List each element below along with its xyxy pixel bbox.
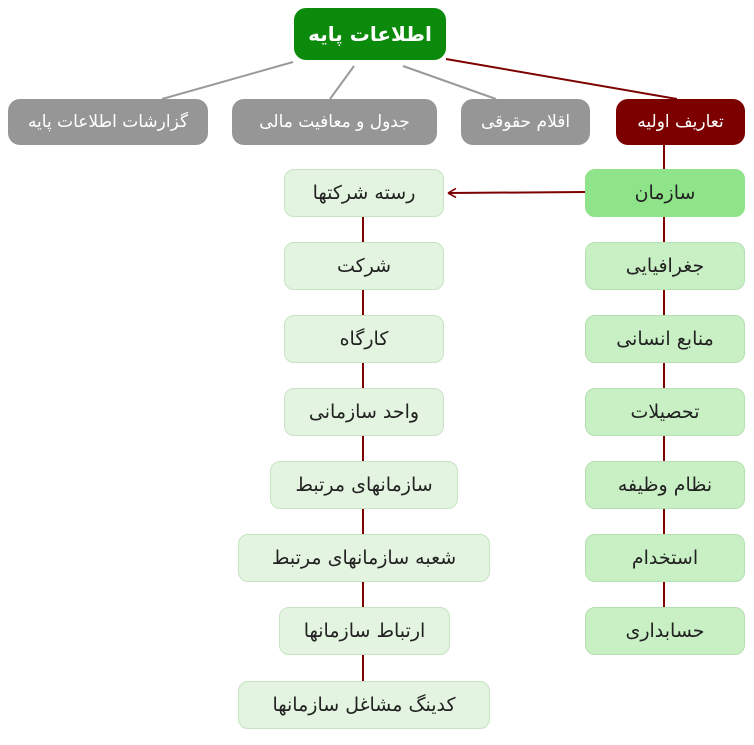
category-payroll-items[interactable]: اقلام حقوقی [461, 99, 590, 145]
link-organization-arrow [449, 192, 585, 193]
definition-accounting[interactable]: حسابداری [585, 607, 745, 655]
category-basic-info-reports[interactable]: گزارشات اطلاعات پایه [8, 99, 208, 145]
link-root-financial [330, 66, 354, 99]
link-root-payroll [403, 66, 496, 99]
org-workshop[interactable]: کارگاه [284, 315, 444, 363]
category-financial-exemption-table[interactable]: جدول و معافیت مالی [232, 99, 437, 145]
org-related-organizations[interactable]: سازمانهای مرتبط [270, 461, 458, 509]
org-related-organization-branches[interactable]: شعبه سازمانهای مرتبط [238, 534, 490, 582]
org-organizational-unit[interactable]: واحد سازمانی [284, 388, 444, 436]
definition-education[interactable]: تحصیلات [585, 388, 745, 436]
link-root-reports [162, 62, 293, 99]
org-organization-links[interactable]: ارتباط سازمانها [279, 607, 450, 655]
category-basic-definitions[interactable]: تعاریف اولیه [616, 99, 745, 145]
definition-employment[interactable]: استخدام [585, 534, 745, 582]
definition-geography[interactable]: جغرافیایی [585, 242, 745, 290]
org-company-categories[interactable]: رسته شرکتها [284, 169, 444, 217]
root-node[interactable]: اطلاعات پایه [294, 8, 446, 60]
definition-human-resources[interactable]: منابع انسانی [585, 315, 745, 363]
definition-military-service[interactable]: نظام وظیفه [585, 461, 745, 509]
definition-organization[interactable]: سازمان [585, 169, 745, 217]
org-job-coding[interactable]: کدینگ مشاغل سازمانها [238, 681, 490, 729]
org-company[interactable]: شرکت [284, 242, 444, 290]
